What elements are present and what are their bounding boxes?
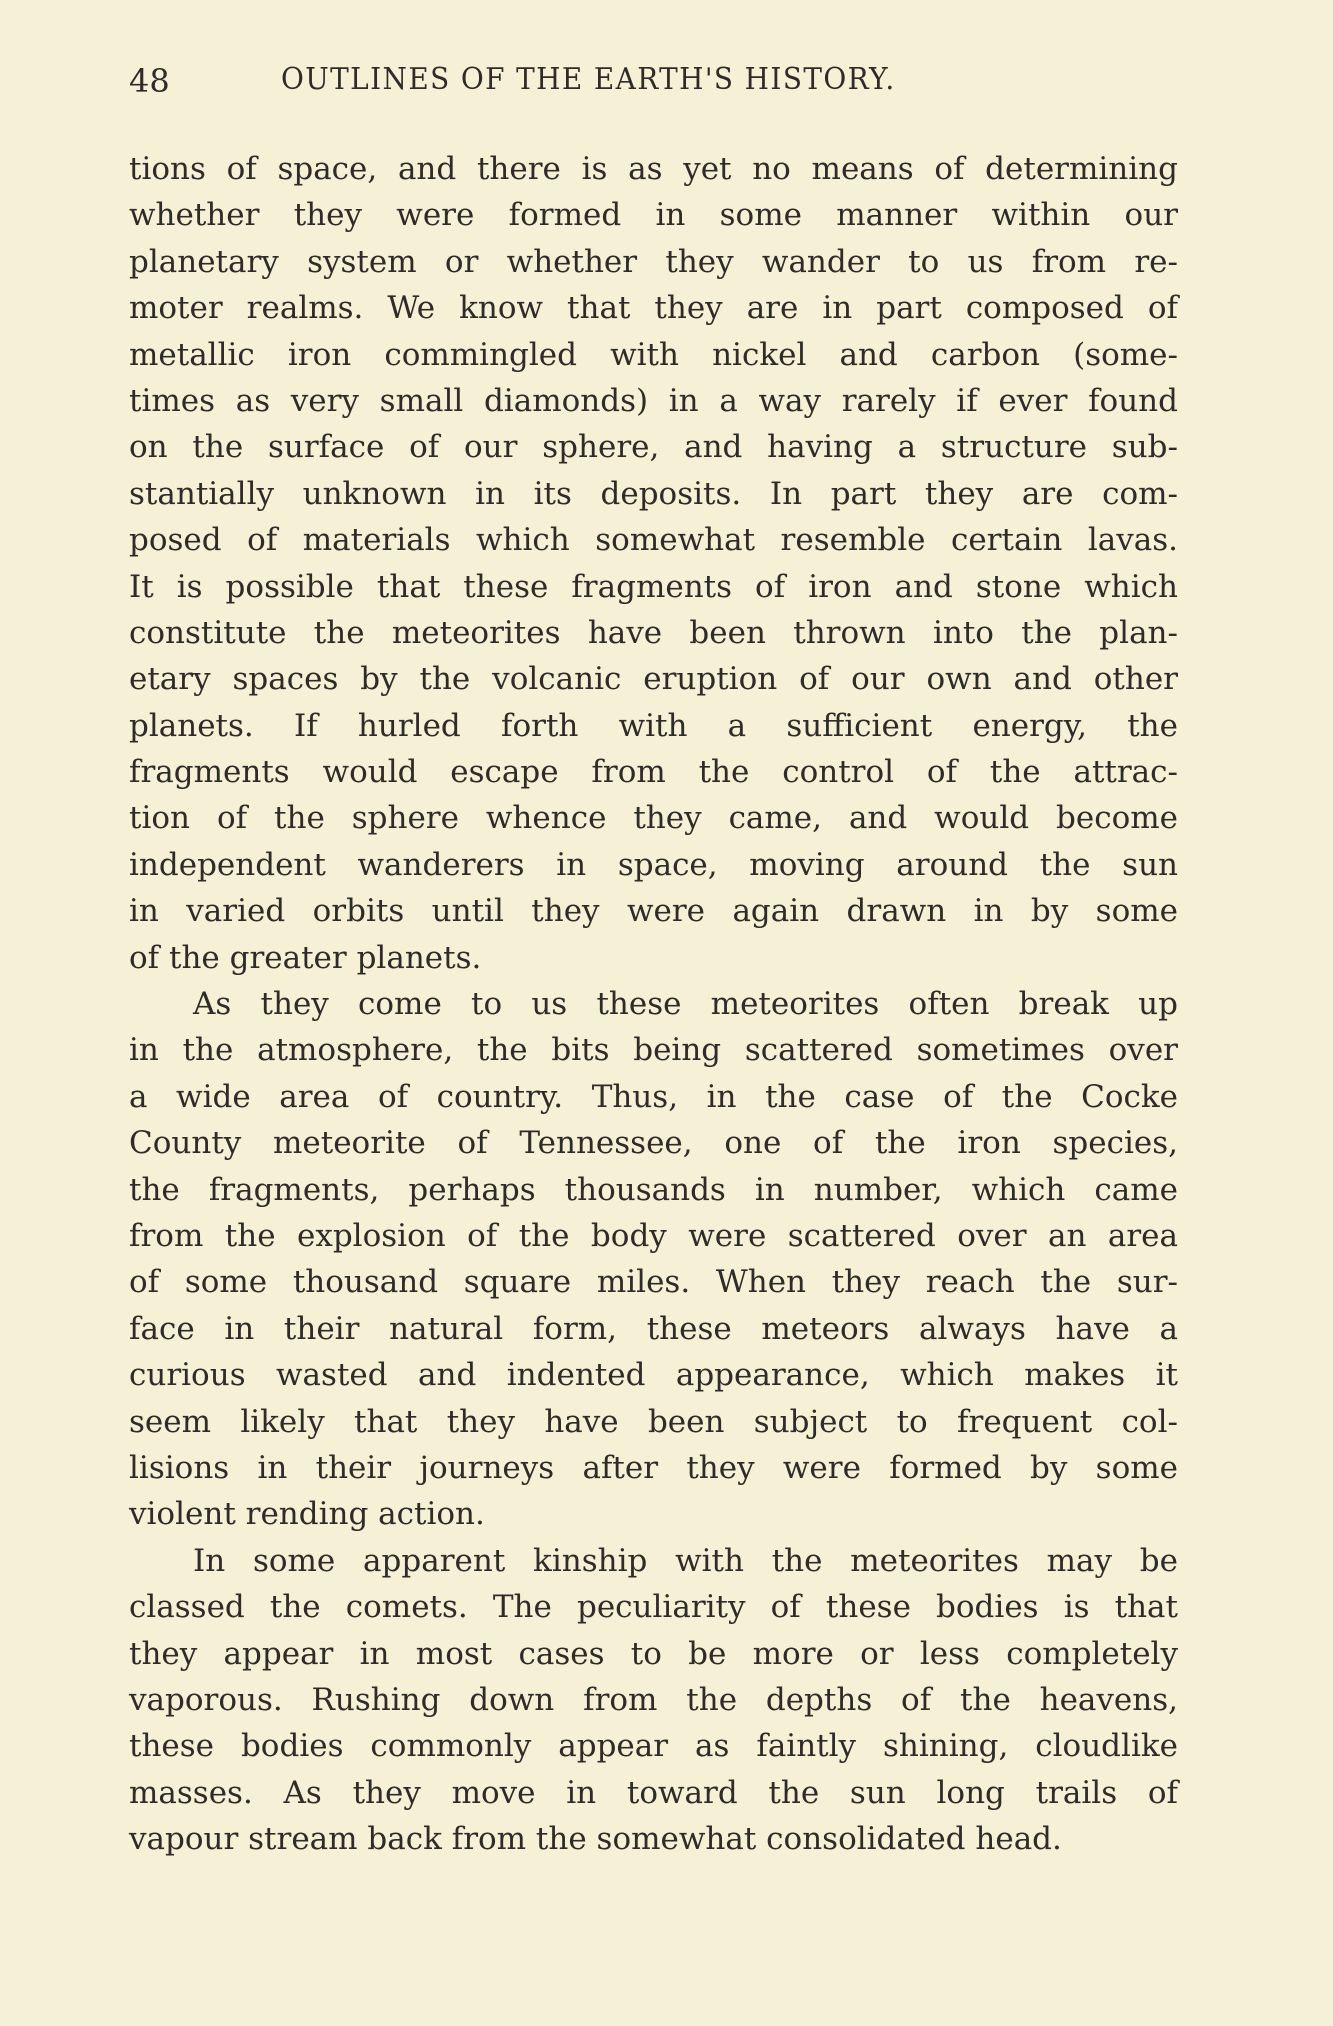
text-line: vaporous. Rushing down from the depths of the heavens, <box>129 1681 1178 1718</box>
text-line: tions of space, and there is as yet no means of determining <box>129 151 1178 187</box>
text-line: fragments would escape from the control of the attrac- <box>129 754 1178 791</box>
text-line: tion of the sphere whence they came, and would become <box>129 800 1178 837</box>
text-line: on the surface of our sphere, and having a structure sub- <box>129 429 1178 466</box>
text-line: of the greater planets. <box>129 939 482 976</box>
running-header <box>129 62 1178 106</box>
text-line: seem likely that they have been subject to frequent col- <box>129 1403 1178 1440</box>
text-line: in varied orbits until they were again drawn in by some <box>129 893 1178 930</box>
text-line: in the atmosphere, the bits being scattered sometimes over <box>129 1032 1178 1069</box>
text-line: the fragments, perhaps thousands in number, which came <box>129 1171 1178 1208</box>
text-line: County meteorite of Tennessee, one of the iron species, <box>129 1125 1178 1162</box>
text-line: etary spaces by the volcanic eruption of our own and other <box>129 661 1178 698</box>
text-line: planets. If hurled forth with a sufficient energy, the <box>129 707 1178 744</box>
text-line: moter realms. We know that they are in part composed of <box>129 290 1178 327</box>
text-line: these bodies commonly appear as faintly shining, cloudlike <box>129 1728 1178 1765</box>
text-line: they appear in most cases to be more or less completely <box>129 1635 1178 1672</box>
text-line: constitute the meteorites have been thrown into the plan- <box>129 614 1178 651</box>
text-line: times as very small diamonds) in a way rarely if ever found <box>129 382 1178 419</box>
text-line: violent rending action. <box>129 1496 485 1533</box>
text-line: from the explosion of the body were scattered over an area <box>129 1217 1178 1254</box>
text-line: curious wasted and indented appearance, which makes it <box>129 1357 1178 1394</box>
text-line: lisions in their journeys after they were formed by some <box>129 1449 1178 1486</box>
body-text <box>129 146 1178 1862</box>
text-line: a wide area of country. Thus, in the case of the Cocke <box>129 1078 1178 1115</box>
text-line: As they come to us these meteorites often break up <box>193 986 1178 1023</box>
text-line: stantially unknown in its deposits. In part they are com- <box>129 475 1178 512</box>
text-line: face in their natural form, these meteors always have a <box>129 1310 1178 1347</box>
text-line: whether they were formed in some manner within our <box>129 197 1178 234</box>
running-title: OUTLINES OF THE EARTH'S HISTORY. <box>281 62 896 97</box>
page-number: 48 <box>129 62 170 100</box>
text-line: masses. As they move in toward the sun long trails of <box>129 1774 1178 1811</box>
text-line: posed of materials which somewhat resemble certain lavas. <box>129 522 1178 559</box>
text-line: classed the comets. The peculiarity of these bodies is that <box>129 1589 1178 1626</box>
text-line: of some thousand square miles. When they reach the sur- <box>129 1264 1178 1301</box>
text-line: metallic iron commingled with nickel and carbon (some- <box>129 336 1178 373</box>
text-line: vapour stream back from the somewhat consolidated head. <box>129 1821 1062 1858</box>
text-line: independent wanderers in space, moving around the sun <box>129 846 1178 883</box>
text-line: In some apparent kinship with the meteorites may be <box>193 1542 1178 1579</box>
text-line: It is possible that these fragments of iron and stone which <box>129 568 1178 605</box>
text-line: planetary system or whether they wander to us from re- <box>129 243 1178 280</box>
